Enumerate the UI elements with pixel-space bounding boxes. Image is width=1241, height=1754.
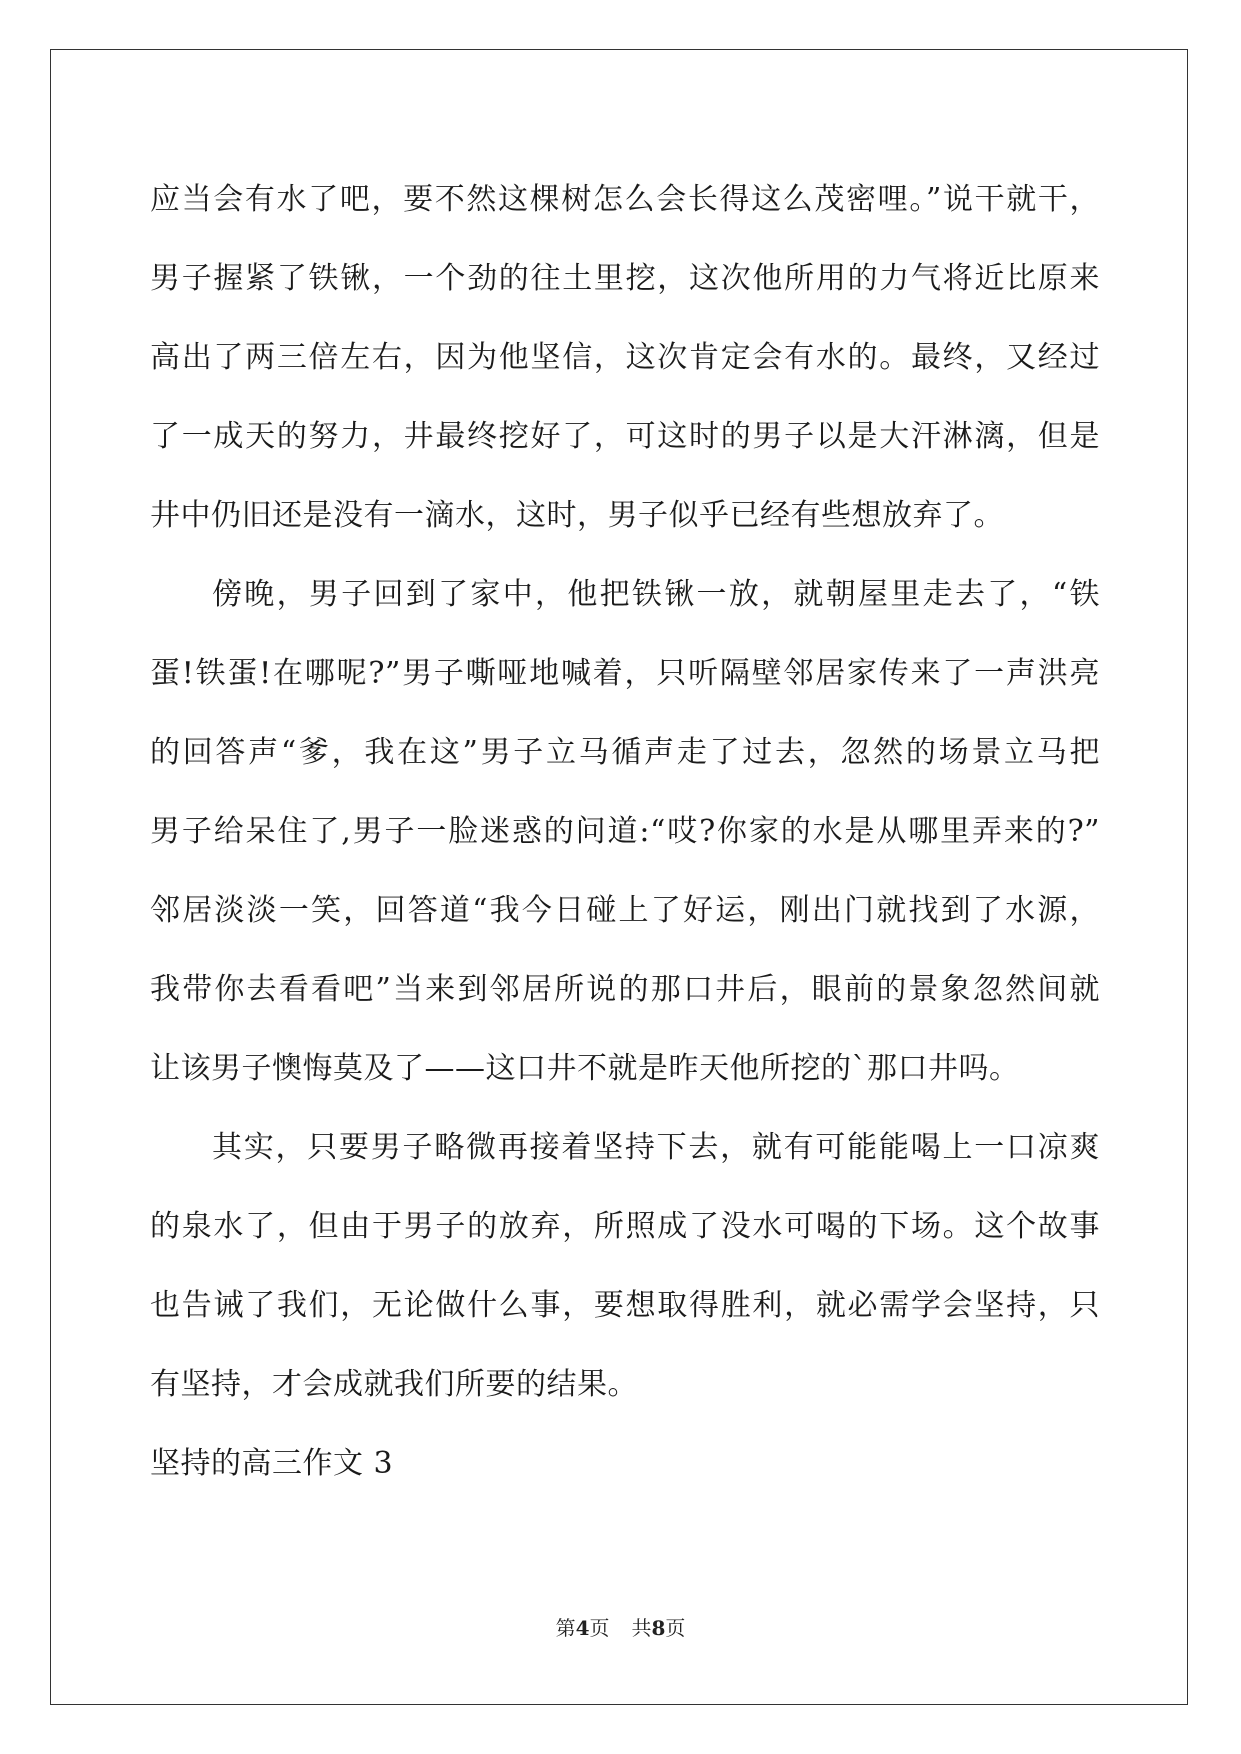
text-line: 让该男子懊悔莫及了——这口井不就是昨天他所挖的`那口井吗。 [150, 1051, 1020, 1086]
footer-total-prefix: 共 [631, 1616, 652, 1640]
text-line: 应当会有水了吧，要不然这棵树怎么会长得这么茂密哩。”说干就干， [150, 182, 1100, 217]
text-line: 高出了两三倍左右，因为他坚信，这次肯定会有水的。最终，又经过 [150, 340, 1100, 375]
text-line: 了一成天的努力，井最终挖好了，可这时的男子以是大汗淋漓，但是 [150, 419, 1100, 454]
text-line: 有坚持，才会成就我们所要的结果。 [150, 1367, 638, 1402]
paragraph-first-line: 傍晚，男子回到了家中，他把铁锹一放，就朝屋里走去了，“铁 [212, 577, 1100, 612]
footer-page-suffix: 页 [589, 1616, 610, 1640]
text-line: 也告诫了我们，无论做什么事，要想取得胜利，就必需学会坚持，只 [150, 1288, 1100, 1323]
page-footer [0, 1614, 1241, 1642]
section-heading: 坚持的高三作文 3 [150, 1446, 394, 1481]
text-line: 男子握紧了铁锹，一个劲的往土里挖，这次他所用的力气将近比原来 [150, 261, 1100, 296]
footer-total-pages: 8 [651, 1616, 666, 1640]
footer-page-number: 4 [575, 1616, 590, 1640]
text-line: 的回答声“爹，我在这”男子立马循声走了过去，忽然的场景立马把 [150, 735, 1100, 770]
text-line: 的泉水了，但由于男子的放弃，所照成了没水可喝的下场。这个故事 [150, 1209, 1100, 1244]
text-line: 我带你去看看吧”当来到邻居所说的那口井后，眼前的景象忽然间就 [150, 972, 1100, 1007]
document-body [150, 160, 1100, 1503]
paragraph-first-line: 其实，只要男子略微再接着坚持下去，就有可能能喝上一口凉爽 [212, 1130, 1100, 1165]
text-line: 蛋!铁蛋!在哪呢?”男子嘶哑地喊着，只听隔壁邻居家传来了一声洪亮 [150, 656, 1100, 691]
text-line: 邻居淡淡一笑，回答道“我今日碰上了好运，刚出门就找到了水源， [150, 893, 1100, 928]
text-line: 井中仍旧还是没有一滴水，这时，男子似乎已经有些想放弃了。 [150, 498, 1004, 533]
footer-total-suffix: 页 [665, 1616, 686, 1640]
text-line: 男子给呆住了,男子一脸迷惑的问道:“哎?你家的水是从哪里弄来的?” [150, 814, 1100, 849]
footer-page-prefix: 第 [555, 1616, 576, 1640]
